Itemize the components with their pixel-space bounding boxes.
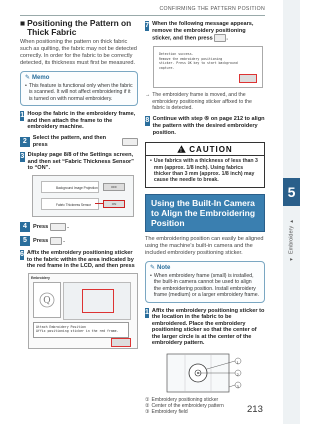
- caution-header: [146, 143, 264, 155]
- step-6: [20, 250, 138, 270]
- memo-text: This feature is functional only when the fabric is scanned. It will not affect embroidering if it is turned on with normal embroidery.: [28, 83, 133, 102]
- chapter-label-text: Embroidery: [288, 225, 295, 255]
- bullet-icon: •: [150, 272, 152, 279]
- preview-panel: [33, 282, 61, 318]
- step-number: 1: [20, 112, 25, 120]
- step-number: 6: [20, 250, 24, 258]
- svg-text:!: !: [180, 148, 184, 154]
- tab-marker-icon: ◂: [288, 256, 295, 263]
- caution-box: [145, 142, 265, 188]
- step-number: 2: [20, 137, 30, 147]
- ok-button-icon: [214, 34, 226, 42]
- section-heading: [20, 19, 138, 37]
- step-number: 1: [145, 308, 149, 316]
- settings-button-icon: [122, 138, 138, 146]
- step-number: 5: [20, 236, 30, 246]
- callout-1: 1: [236, 359, 239, 365]
- sticker-illustration: [163, 351, 251, 395]
- toggle-off-on: OFF: [103, 183, 125, 191]
- memo-title: Memo: [32, 75, 50, 81]
- svg-text:Q: Q: [43, 295, 51, 306]
- dialog-ok-button: [239, 74, 257, 83]
- legend: [145, 397, 265, 416]
- camera-step-1: [145, 308, 265, 348]
- intro-paragraph: When positioning the pattern on thick fabric such as quilting, the fabric may not be detected correctly. In order for the fabric to be correctly detected, its thickness must first be measured.: [20, 39, 137, 66]
- section-heading-text: Positioning the Pattern on Thick Fabric: [27, 18, 132, 37]
- step-number: 3: [20, 153, 25, 161]
- highlight-arrow: [95, 203, 103, 204]
- tab-marker-icon: ▸: [288, 217, 295, 224]
- arrow-icon: →: [145, 92, 151, 99]
- left-column: [20, 19, 138, 349]
- square-bullet-icon: ■: [20, 18, 26, 28]
- step-text: Affix the embroidery positioning sticker to the location in the fabric to be embroidered. Place the embroidery positioning sticker so that the center of the larger circle is at the center of the embroidery pattern.: [151, 307, 265, 347]
- step-text: Press: [33, 237, 49, 244]
- bullet-icon: •: [25, 83, 27, 89]
- camera-area: [63, 282, 131, 320]
- background-projection-row: Background Image Projection: [41, 181, 99, 193]
- chapter-label: [285, 205, 298, 275]
- step-text: Display page 8/8 of the Settings screen, and then set “Fabric Thickness Sensor” to “ON”.: [27, 152, 134, 172]
- step-number: 7: [145, 22, 150, 29]
- ok-button-highlight: [111, 338, 131, 347]
- settings-screen-illustration: [32, 175, 134, 217]
- step-text: Continue with step ⑥ on page 212 to align the pattern with the desired embroidery position.: [152, 116, 265, 136]
- step-text: Affix the embroidery positioning sticker to the fabric within the area indicated by the red frame in the LCD, and then press: [26, 249, 135, 270]
- running-header: CONFIRMING THE PATTERN POSITION: [159, 6, 265, 12]
- step-4: 4 Press .: [20, 222, 138, 232]
- step-text: When the following message appears, remove the embroidery positioning sticker, and then press: [152, 21, 254, 42]
- memo-icon: ✎: [25, 75, 31, 81]
- note-icon: ✎: [150, 264, 156, 271]
- step-text: Select the pattern, and then press: [32, 135, 107, 148]
- result-note: → The embroidery frame is moved, and the embroidery positioning sticker affixed to the fabric is detected.: [145, 92, 252, 112]
- pattern-preview-icon: [34, 283, 60, 317]
- chapter-number: 5: [283, 178, 300, 206]
- step-text: Press: [33, 223, 49, 230]
- step-8: [145, 116, 265, 136]
- embroidery-screen-illustration: [28, 273, 138, 349]
- red-frame: [82, 289, 114, 313]
- step-number: 8: [145, 117, 150, 125]
- step-text: Hoop the fabric in the embroidery frame, and then attach the frame to the embroidery machine.: [27, 111, 136, 131]
- detection-dialog: [153, 46, 263, 88]
- camera-section-heading: Using the Built-In Camera to Align the Embroidering Position: [145, 194, 265, 232]
- legend-item: ① Embroidery positioning sticker: [145, 397, 219, 404]
- close-button-icon: [50, 223, 66, 231]
- camera-button-icon: [50, 237, 62, 245]
- legend-item: ③ Embroidery field: [145, 409, 188, 416]
- camera-section-intro: The embroidering position can easily be aligned using the machine's built-in camera and the included embroidery positioning sticker.: [145, 235, 264, 256]
- memo-box: [20, 71, 138, 106]
- step-5: 5 Press .: [20, 236, 138, 246]
- step-7: 7 When the following message appears, remove the embroidery positioning sticker, and then press .: [145, 21, 254, 42]
- dialog-text: Detection success. Remove the embroidery positioning sticker. Press OK key to start background capture.: [159, 52, 238, 71]
- fabric-thickness-toggle: ON: [103, 200, 125, 208]
- legend-item: ② Center of the embroidery pattern: [145, 403, 224, 410]
- step-1: [20, 111, 138, 131]
- callout-2: 2: [236, 371, 239, 377]
- header-rule: [20, 15, 265, 16]
- step-2: [20, 135, 138, 148]
- bullet-icon: •: [150, 158, 152, 165]
- note-box: [145, 261, 265, 303]
- screen-title: Embroidery: [31, 275, 50, 280]
- caution-body: • Use fabrics with a thickness of less than 3 mm (approx. 1/8 inch). Using fabrics thicker than 3 mm (approx. 1/8 inch) may cause the needle to break.: [146, 155, 264, 187]
- fabric-thickness-row: Fabric Thickness Sensor: [41, 198, 99, 210]
- right-column: [145, 21, 265, 416]
- note-title: Note: [157, 264, 171, 271]
- callout-3: 3: [236, 383, 239, 389]
- step-number: 4: [20, 222, 30, 232]
- note-text: When embroidery frame (small) is installed, the built-in camera cannot be used to align the embroidering position. Install embroidery frame (medium) or a larger embroidery frame.: [153, 272, 260, 299]
- message-box: Attach Embroidery Position Affix positioning sticker in the red frame.: [33, 322, 129, 338]
- page-number: 213: [247, 404, 263, 415]
- warning-icon: [177, 145, 186, 153]
- step-3: [20, 152, 138, 172]
- caution-title: CAUTION: [189, 144, 233, 154]
